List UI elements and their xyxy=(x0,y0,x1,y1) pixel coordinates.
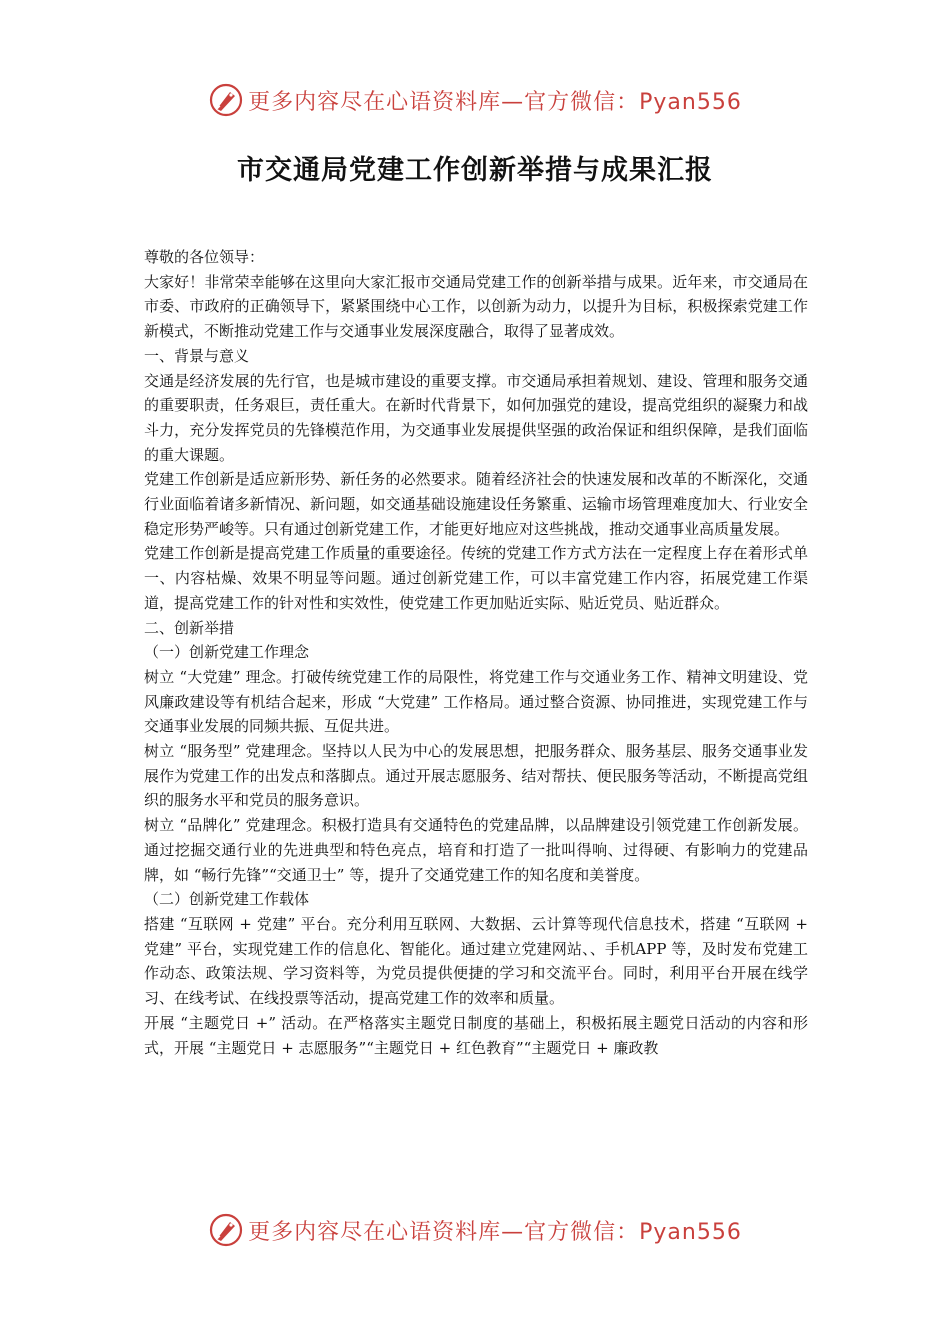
paragraph: 党建工作创新是提高党建工作质量的重要途径。传统的党建工作方式方法在一定程度上存在着形式单一、内容枯燥、效果不明显等问题。通过创新党建工作，可以丰富党建工作内容，拓展党建工作渠道，提高党建工作的针对性和实效性，使党建工作更加贴近实际、贴近党员、贴近群众。 xyxy=(144,544,808,612)
header-watermark-banner xyxy=(0,78,950,122)
salutation: 尊敬的各位领导： xyxy=(144,248,265,266)
paragraph: 树立 “服务型” 党建理念。坚持以人民为中心的发展思想，把服务群众、服务基层、服务交通事业发展作为党建工作的出发点和落脚点。通过开展志愿服务、结对帮扶、便民服务等活动，不断提高党组织的服务水平和党员的服务意识。 xyxy=(144,742,808,810)
document-body xyxy=(144,245,808,1060)
subsection-heading: （二）创新党建工作载体 xyxy=(144,890,310,909)
watermark-text: 更多内容尽在心语资料库—官方微信：Pyan556 xyxy=(248,1219,742,1245)
paragraph: 交通是经济发展的先行官，也是城市建设的重要支撑。市交通局承担着规划、建设、管理和服务交通的重要职责，任务艰巨，责任重大。在新时代背景下，如何加强党的建设，提高党组织的凝聚力和战斗力，充分发挥党员的先锋模范作用，为交通事业发展提供坚强的政治保证和组织保障，是我们面临的重大课题。 xyxy=(144,371,808,464)
page-title: 市交通局党建工作创新举措与成果汇报 xyxy=(237,155,713,186)
paragraph: 党建工作创新是适应新形势、新任务的必然要求。随着经济社会的快速发展和改革的不断深化，交通行业面临着诸多新情况、新问题，如交通基础设施建设任务繁重、运输市场管理难度加大、行业安全稳定形势严峻等。只有通过创新党建工作，才能更好地应对这些挑战，推动交通事业高质量发展。 xyxy=(144,470,808,538)
paragraph: 树立 “品牌化” 党建理念。积极打造具有交通特色的党建品牌，以品牌建设引领党建工作创新发展。通过挖掘交通行业的先进典型和特色亮点，培育和打造了一批叫得响、过得硬、有影响力的党建品牌，如 “畅行先锋”“交通卫士” 等，提升了交通党建工作的知名度和美誉度。 xyxy=(144,816,808,884)
watermark-text: 更多内容尽在心语资料库—官方微信：Pyan556 xyxy=(248,89,742,115)
paragraph: 大家好！非常荣幸能够在这里向大家汇报市交通局党建工作的创新举措与成果。近年来，市交通局在市委、市政府的正确领导下，紧紧围绕中心工作，以创新为动力，以提升为目标，积极探索党建工作新模式，不断推动党建工作与交通事业发展深度融合，取得了显著成效。 xyxy=(144,272,808,341)
section-heading: 一、背景与意义 xyxy=(144,346,250,365)
section-heading: 二、创新举措 xyxy=(144,618,235,637)
paragraph: 开展 “主题党日 +” 活动。在严格落实主题党日制度的基础上，积极拓展主题党日活动的内容和形式，开展 “主题党日 + 志愿服务”“主题党日 + 红色教育”“主题党日 + 廉政教 xyxy=(144,1013,808,1057)
pen-nib-logo-icon xyxy=(208,1212,244,1248)
subsection-heading: （一）创新党建工作理念 xyxy=(144,643,310,662)
paragraph: 搭建 “互联网 + 党建” 平台。充分利用互联网、大数据、云计算等现代信息技术，搭建 “互联网 + 党建” 平台，实现党建工作的信息化、智能化。通过建立党建网站、、手机APP 等，及时发布党建工作动态、政策法规、学习资料等，为党员提供便捷的学习和交流平台。同时，利用平台开展在线学习、在线考试、在线投票等活动，提高党建工作的效率和质量。 xyxy=(144,914,808,1008)
paragraph: 树立 “大党建” 理念。打破传统党建工作的局限性，将党建工作与交通业务工作、精神文明建设、党风廉政建设等有机结合起来，形成 “大党建” 工作格局。通过整合资源、协同推进，实现党建工作与交通事业发展的同频共振、互促共进。 xyxy=(144,667,808,736)
footer-watermark-banner xyxy=(0,1208,950,1252)
pen-nib-logo-icon xyxy=(208,82,244,118)
